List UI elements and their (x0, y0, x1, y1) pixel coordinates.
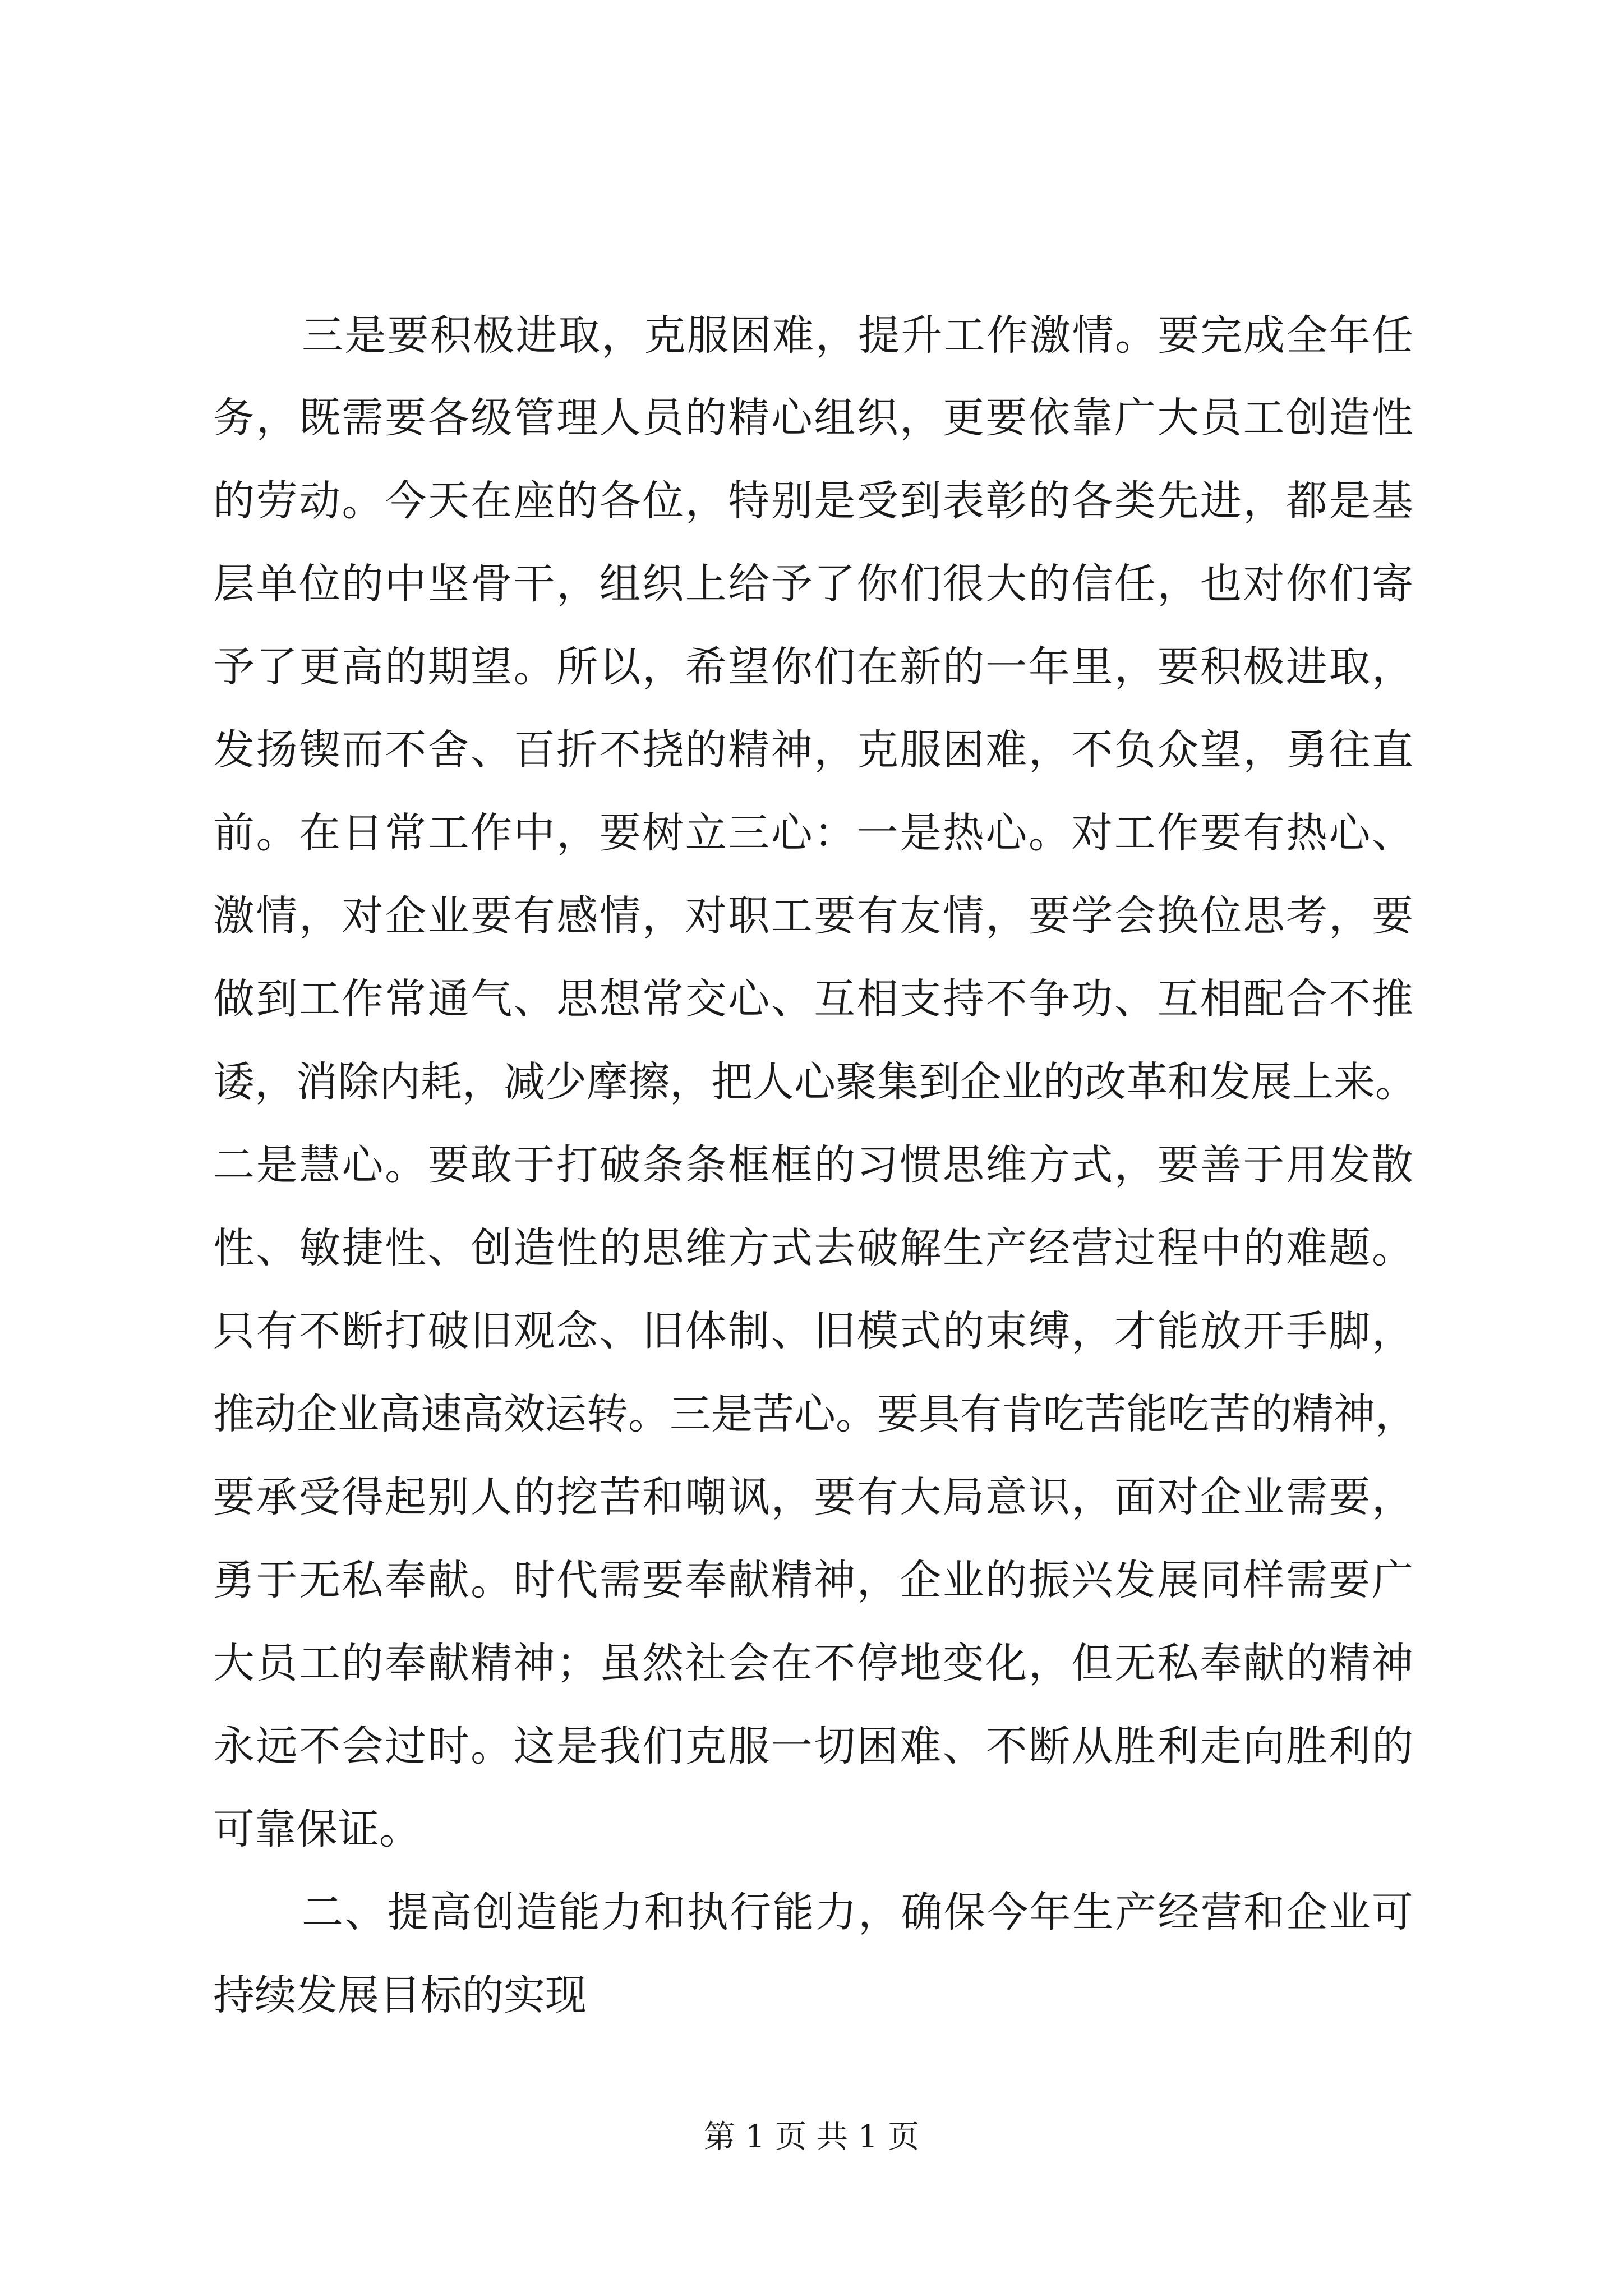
text-line: 激情，对企业要有感情，对职工要有友情，要学会换位思考，要 (213, 892, 1413, 940)
text-line: 三是要积极进取，克服困难，提升工作激情。要完成全年任 (302, 311, 1413, 360)
text-line: 勇于无私奉献。时代需要奉献精神，企业的振兴发展同样需要广 (213, 1556, 1413, 1604)
page-footer: 第 1 页 共 1 页 (703, 2119, 920, 2155)
text-line: 前。在日常工作中，要树立三心：一是热心。对工作要有热心、 (213, 809, 1413, 857)
text-line: 的劳动。今天在座的各位，特别是受到表彰的各类先进，都是基 (213, 477, 1413, 525)
text-line: 要承受得起别人的挖苦和嘲讽，要有大局意识，面对企业需要， (213, 1473, 1413, 1521)
text-line: 发扬锲而不舍、百折不挠的精神，克服困难，不负众望，勇往直 (213, 726, 1413, 774)
text-line: 诿，消除内耗，减少摩擦，把人心聚集到企业的改革和发展上来。 (213, 1058, 1417, 1106)
text-line: 大员工的奉献精神；虽然社会在不停地变化，但无私奉献的精神 (213, 1639, 1413, 1687)
text-line: 持续发展目标的实现 (213, 1971, 587, 2019)
text-line: 可靠保证。 (213, 1805, 421, 1853)
text-line: 二是慧心。要敢于打破条条框框的习惯思维方式，要善于用发散 (213, 1141, 1413, 1189)
text-line: 永远不会过时。这是我们克服一切困难、不断从胜利走向胜利的 (213, 1722, 1413, 1770)
text-line: 性、敏捷性、创造性的思维方式去破解生产经营过程中的难题。 (213, 1224, 1413, 1272)
text-line: 层单位的中坚骨干，组织上给予了你们很大的信任，也对你们寄 (213, 560, 1413, 608)
text-line: 推动企业高速高效运转。三是苦心。要具有肯吃苦能吃苦的精神， (213, 1390, 1417, 1438)
text-line: 务，既需要各级管理人员的精心组织，更要依靠广大员工创造性 (213, 394, 1413, 442)
text-line: 只有不断打破旧观念、旧体制、旧模式的束缚，才能放开手脚， (213, 1307, 1413, 1355)
text-line: 二、提高创造能力和执行能力，确保今年生产经营和企业可 (302, 1888, 1413, 1936)
text-line: 予了更高的期望。所以，希望你们在新的一年里，要积极进取， (213, 643, 1413, 691)
text-line: 做到工作常通气、思想常交心、互相支持不争功、互相配合不推 (213, 975, 1413, 1023)
